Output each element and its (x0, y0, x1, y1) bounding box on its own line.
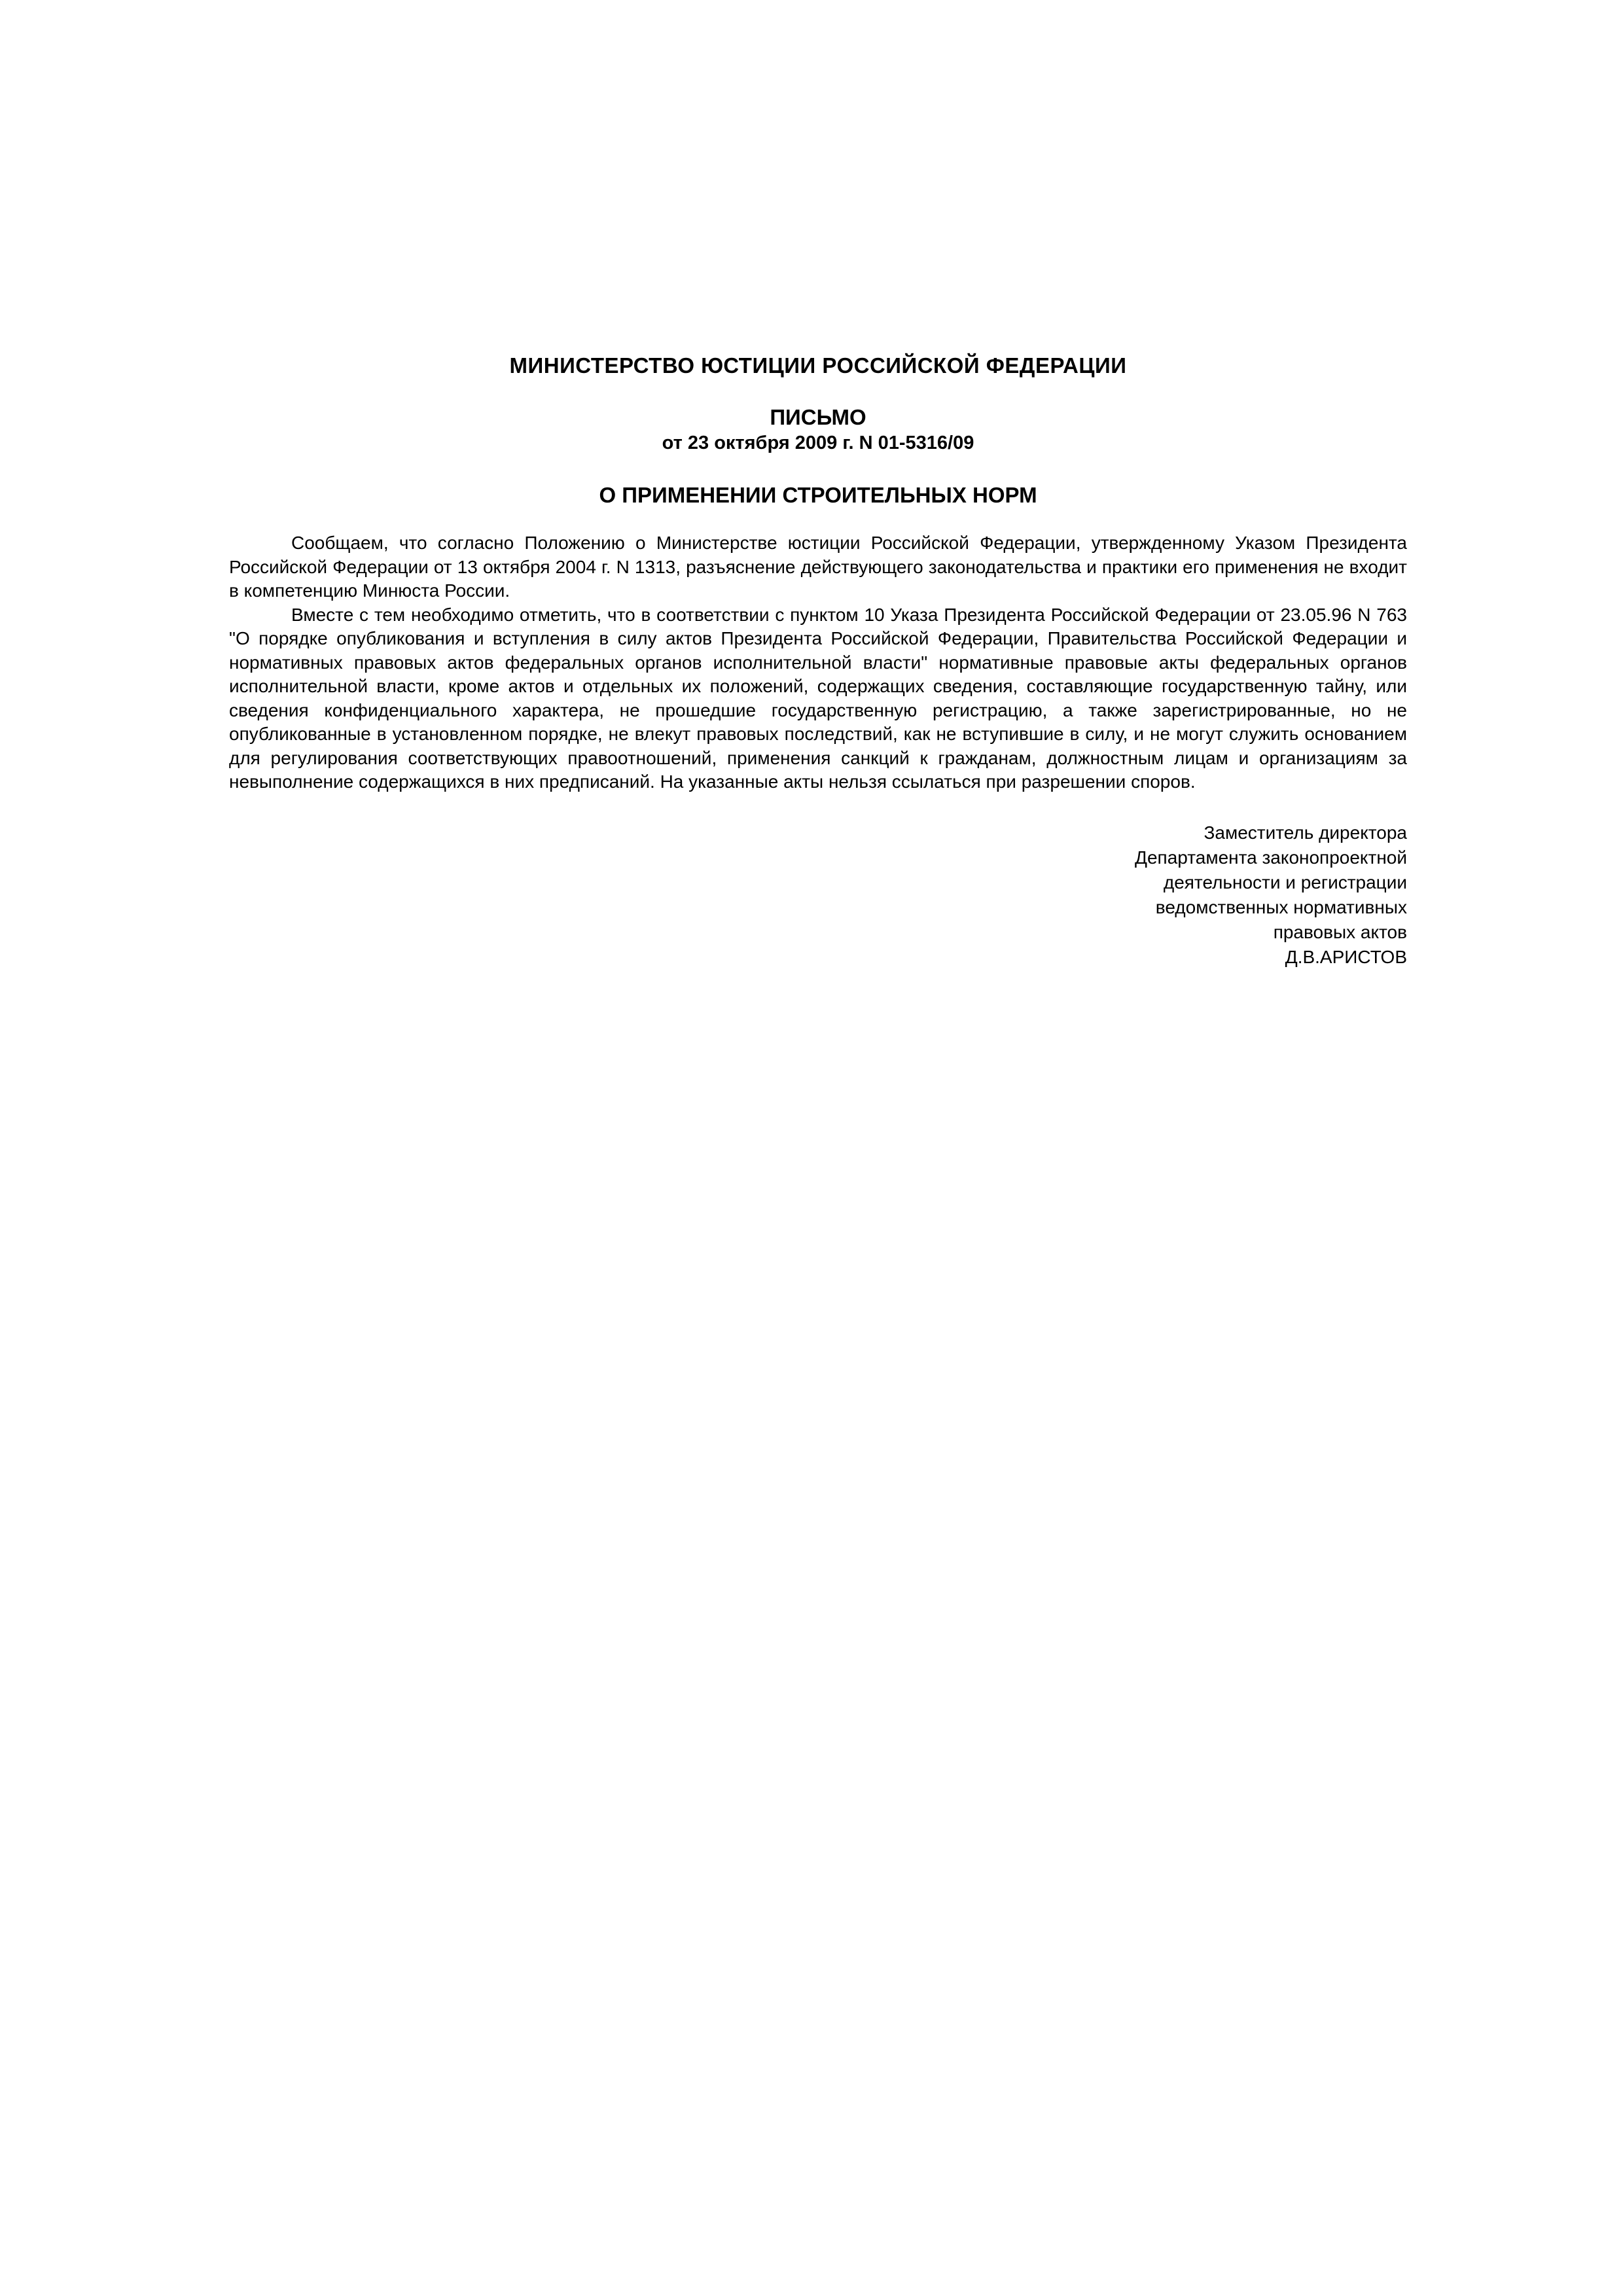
document-subject: О ПРИМЕНЕНИИ СТРОИТЕЛЬНЫХ НОРМ (599, 483, 1037, 507)
document-type: ПИСЬМО (770, 405, 866, 429)
signature-block (229, 821, 1407, 970)
letter-body (229, 531, 1407, 794)
document-date-number: от 23 октября 2009 г. N 01-5316/09 (662, 433, 974, 453)
ministry-name: МИНИСТЕРСТВО ЮСТИЦИИ РОССИЙСКОЙ ФЕДЕРАЦИИ (509, 353, 1127, 378)
signature-line: Департамента законопроектной (1135, 847, 1407, 868)
signatory-name: Д.В.АРИСТОВ (1285, 946, 1407, 967)
signature-line: правовых актов (1273, 921, 1407, 942)
signature-line: деятельности и регистрации (1163, 872, 1407, 892)
signature-line: ведомственных нормативных (1155, 896, 1407, 917)
body-paragraph-2: Вместе с тем необходимо отметить, что в соответствии с пунктом 10 Указа Президента Российской Федерации от 23.05.96 N 763 "О порядке опубликования и вступления в силу актов Президента Российской Федерации, Правительства Российской Федерации и нормативных правовых актов федеральных органов исполнительной власти" нормативные правовые акты федеральных органов исполнительной власти, кроме актов и отдельных их положений, содержащих сведения, составляющие государственную тайну, или сведения конфиденциального характера, не прошедшие государственную регистрацию, а также зарегистрированные, но не опубликованные в установленном порядке, не влекут правовых последствий, как не вступившие в силу, и не могут служить основанием для регулирования соответствующих правоотношений, применения санкций к гражданам, должностным лицам и организациям за невыполнение содержащихся в них предписаний. На указанные акты нельзя ссылаться при разрешении споров. (229, 604, 1407, 792)
signature-line: Заместитель директора (1204, 822, 1407, 843)
body-paragraph-1: Сообщаем, что согласно Положению о Министерстве юстиции Российской Федерации, утвержденному Указом Президента Российской Федерации от 13 октября 2004 г. N 1313, разъяснение действующего законодательства и практики его применения не входит в компетенцию Минюста России. (229, 533, 1407, 601)
letter-document (229, 353, 1407, 970)
letter-header (229, 353, 1407, 508)
